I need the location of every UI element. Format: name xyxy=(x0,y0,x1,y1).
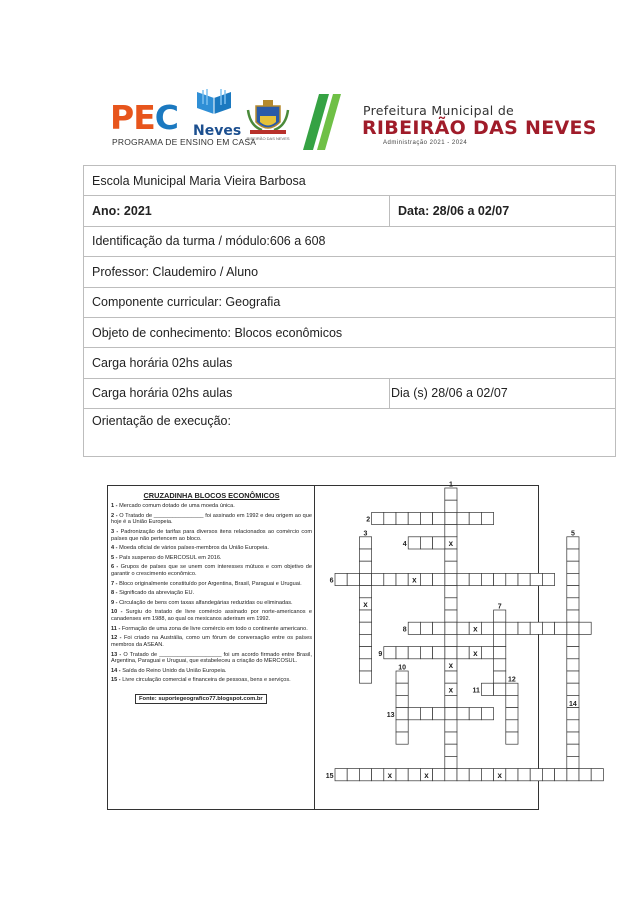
clue-text: Mercado comum dotado de uma moeda única. xyxy=(119,503,235,509)
grid-cell[interactable] xyxy=(408,708,420,720)
cross-mark: x xyxy=(412,575,417,585)
grid-cell[interactable] xyxy=(457,622,469,634)
grid-cell[interactable] xyxy=(518,622,530,634)
clue-text: Grupos de países que se unem com interesses mútuos e com objetivo de garantir o crescimento econômico. xyxy=(111,564,312,578)
grid-cell[interactable] xyxy=(359,549,371,561)
grid-cell[interactable] xyxy=(567,720,579,732)
grid-cell[interactable] xyxy=(530,622,542,634)
grid-cell[interactable] xyxy=(567,610,579,622)
grid-cell[interactable] xyxy=(506,573,518,585)
grid-cell[interactable] xyxy=(445,512,457,524)
grid-cell[interactable] xyxy=(506,683,518,695)
grid-cell[interactable] xyxy=(445,500,457,512)
grid-cell[interactable] xyxy=(359,659,371,671)
clue-text: Bloco originalmente constituído por Argentina, Brasil, Paraguai e Uruguai. xyxy=(119,580,302,587)
grid-number: 13 xyxy=(386,711,395,719)
grid-cell[interactable] xyxy=(494,647,506,659)
grid-cell[interactable] xyxy=(396,573,408,585)
clue-item xyxy=(111,590,312,597)
clue-text: Foi criado na Austrália, como um fórum de conversação entre os países membros da ASEAN. xyxy=(111,635,312,649)
grid-cell[interactable] xyxy=(481,708,493,720)
grid-cell[interactable] xyxy=(567,683,579,695)
grid-cell[interactable] xyxy=(567,634,579,646)
grid-cell[interactable] xyxy=(579,622,591,634)
clue-item xyxy=(111,668,312,675)
grid-cell[interactable] xyxy=(494,610,506,622)
grid-cell[interactable] xyxy=(445,525,457,537)
clue-item xyxy=(111,545,312,552)
grid-cell[interactable] xyxy=(506,732,518,744)
grid-cell[interactable] xyxy=(359,561,371,573)
grid-cell[interactable] xyxy=(384,512,396,524)
source-note: Fonte: suportegeografico77.blogspot.com.br xyxy=(135,694,267,704)
prefeitura-line1: Prefeitura Municipal de xyxy=(363,103,515,118)
crossword-grid xyxy=(315,481,577,808)
clue-number: 9 - xyxy=(111,599,120,606)
grid-cell[interactable] xyxy=(469,573,481,585)
grid-number: 2 xyxy=(366,516,371,524)
school-row xyxy=(84,166,616,196)
grid-cell[interactable] xyxy=(359,537,371,549)
grid-cell[interactable] xyxy=(445,732,457,744)
grid-cell[interactable] xyxy=(359,610,371,622)
grid-cell[interactable] xyxy=(445,561,457,573)
grid-cell[interactable] xyxy=(445,708,457,720)
grid-cell[interactable] xyxy=(384,573,396,585)
prefeitura-line3: Administração 2021 - 2024 xyxy=(383,140,468,146)
clue-text: O Tratado de ____________________ foi um acordo firmado entre Brasil, Argentina, Paraguai e Uruguai, que estabeleceu a criação do MERCOSUL. xyxy=(111,651,312,665)
grid-cell[interactable] xyxy=(530,573,542,585)
clue-number: 12 - xyxy=(111,635,124,642)
grid-cell[interactable] xyxy=(494,634,506,646)
grid-cell[interactable] xyxy=(372,512,384,524)
grid-cell[interactable] xyxy=(494,671,506,683)
clue-text: Formação de uma zona de livre comércio em todo o continente americano. xyxy=(121,625,308,632)
grid-cell[interactable] xyxy=(481,683,493,695)
grid-number: 11 xyxy=(472,687,480,695)
clue-text: Livre circulação comercial e financeira de pessoas, bens e serviços. xyxy=(122,677,291,684)
clue-text: O Tratado de ________________ foi assinado em 1992 e deu origem ao que hoje é a União Europeia. xyxy=(111,512,312,526)
clues-panel xyxy=(108,486,315,809)
grid-cell[interactable] xyxy=(347,769,359,781)
grid-cell[interactable] xyxy=(567,586,579,598)
grid-number: 8 xyxy=(402,626,407,634)
clue-item xyxy=(111,652,312,666)
clue-number: 1 - xyxy=(111,503,120,509)
cross-mark: x xyxy=(448,661,454,670)
grid-cell[interactable] xyxy=(408,622,420,634)
grid-cell[interactable] xyxy=(359,622,371,634)
clue-item xyxy=(111,513,312,527)
grid-cell[interactable] xyxy=(445,756,457,768)
grid-cell[interactable] xyxy=(445,647,457,659)
clue-number: 5 - xyxy=(111,554,120,561)
clue-item xyxy=(111,609,312,623)
grid-cell[interactable] xyxy=(445,720,457,732)
grid-cell[interactable] xyxy=(506,695,518,707)
grid-cell[interactable] xyxy=(481,573,493,585)
teacher: Professor: Claudemiro / Aluno xyxy=(84,257,616,287)
grid-cell[interactable] xyxy=(445,488,457,500)
cross-mark: x xyxy=(448,685,454,695)
grid-cell[interactable] xyxy=(494,573,506,585)
crossword-worksheet xyxy=(107,481,577,810)
pec-logo: PEC xyxy=(110,98,178,137)
grid-cell[interactable] xyxy=(567,622,579,634)
workload-1: Carga horária 02hs aulas xyxy=(84,348,616,378)
prefeitura-line2: RIBEIRÃO DAS NEVES xyxy=(362,117,597,139)
grid-cell[interactable] xyxy=(542,622,554,634)
clue-number: 2 - xyxy=(111,512,120,519)
grid-cell[interactable] xyxy=(396,512,408,524)
knowledge-object: Objeto de conhecimento: Blocos econômicos xyxy=(84,317,616,347)
grid-cell[interactable] xyxy=(433,769,445,781)
clue-item xyxy=(111,529,312,543)
grid-cell[interactable] xyxy=(359,769,371,781)
municipal-crest-icon xyxy=(246,100,290,136)
grid-number: 1 xyxy=(448,481,453,489)
grid-cell[interactable] xyxy=(445,671,457,683)
pec-logo-neves: Neves xyxy=(193,123,242,139)
clue-item xyxy=(111,564,312,578)
grid-cell[interactable] xyxy=(445,549,457,561)
date: Data: 28/06 a 02/07 xyxy=(390,196,616,226)
grid-cell[interactable] xyxy=(481,622,493,634)
clue-number: 6 - xyxy=(111,564,121,571)
grid-cell[interactable] xyxy=(457,769,469,781)
grid-cell[interactable] xyxy=(506,769,518,781)
grid-cell[interactable] xyxy=(567,769,579,781)
cross-mark: x xyxy=(473,648,478,658)
grid-cell[interactable] xyxy=(567,537,579,549)
days: Dia (s) 28/06 a 02/07 xyxy=(390,378,616,408)
workload-2: Carga horária 02hs aulas xyxy=(84,378,390,408)
grid-cell[interactable] xyxy=(445,769,457,781)
clue-number: 4 - xyxy=(111,545,120,552)
grid-cell[interactable] xyxy=(420,647,432,659)
grid-cell[interactable] xyxy=(335,769,347,781)
school-name: Escola Municipal Maria Vieira Barbosa xyxy=(84,166,616,196)
cross-mark: x xyxy=(387,770,393,780)
grid-cell[interactable] xyxy=(396,769,408,781)
execution-orientation: Orientação de execução: xyxy=(84,409,616,457)
clue-text: Surgiu do tratado de livre comércio assinado por norte-americanos e canadenses em 1988, ao qual os mexicanos aderiram em 1992. xyxy=(111,609,312,623)
clue-item xyxy=(111,581,312,588)
grid-cell[interactable] xyxy=(420,512,432,524)
grid-cell[interactable] xyxy=(494,622,506,634)
cross-mark: x xyxy=(424,770,429,780)
grid-cell[interactable] xyxy=(445,573,457,585)
grid-number: 14 xyxy=(569,701,577,709)
grid-cell[interactable] xyxy=(567,549,579,561)
grid-cell[interactable] xyxy=(359,647,371,659)
clue-number: 11 - xyxy=(111,625,122,632)
clue-item xyxy=(111,635,312,649)
grid-cell[interactable] xyxy=(433,708,445,720)
clue-number: 15 - xyxy=(111,677,123,684)
curricular-component: Componente curricular: Geografia xyxy=(84,287,616,317)
grid-cell[interactable] xyxy=(408,647,420,659)
grid-number: 4 xyxy=(402,541,407,548)
grid-number: 5 xyxy=(570,530,575,538)
clue-text: Saída do Reino Unido da União Europeia. xyxy=(122,667,227,674)
grid-cell[interactable] xyxy=(567,708,579,720)
grid-cell[interactable] xyxy=(396,647,408,659)
grid-cell[interactable] xyxy=(359,634,371,646)
clue-text: Significado da abreviação EU. xyxy=(119,590,195,597)
grid-number: 12 xyxy=(508,676,516,684)
grid-cell[interactable] xyxy=(359,586,371,598)
grid-cell[interactable] xyxy=(457,708,469,720)
clue-number: 10 - xyxy=(111,609,126,616)
grid-cell[interactable] xyxy=(372,769,384,781)
grid-cell[interactable] xyxy=(567,756,579,768)
grid-cell[interactable] xyxy=(542,573,554,585)
grid-number: 7 xyxy=(497,603,502,611)
grid-cell[interactable] xyxy=(445,598,457,610)
grid-cell[interactable] xyxy=(384,647,396,659)
grid-cell[interactable] xyxy=(408,537,420,549)
grid-cell[interactable] xyxy=(567,573,579,585)
grid-cell[interactable] xyxy=(445,622,457,634)
grid-cell[interactable] xyxy=(567,647,579,659)
grid-cell[interactable] xyxy=(396,683,408,695)
grid-cell[interactable] xyxy=(506,622,518,634)
grid-cell[interactable] xyxy=(372,573,384,585)
year: Ano: 2021 xyxy=(84,196,390,226)
grid-cell[interactable] xyxy=(518,573,530,585)
grid-cell[interactable] xyxy=(579,769,591,781)
clue-text: Moeda oficial de vários países-membros da União Europeia. xyxy=(119,545,269,552)
grid-cell[interactable] xyxy=(567,671,579,683)
grid-cell[interactable] xyxy=(494,683,506,695)
grid-cell[interactable] xyxy=(506,720,518,732)
grid-cell[interactable] xyxy=(506,708,518,720)
grid-cell[interactable] xyxy=(420,708,432,720)
clue-item xyxy=(111,503,312,510)
grid-number: 3 xyxy=(363,530,368,538)
clue-item xyxy=(111,600,312,607)
grid-number: 15 xyxy=(325,772,334,780)
grid-cell[interactable] xyxy=(396,708,408,720)
clue-number: 7 - xyxy=(111,580,120,587)
class-id: Identificação da turma / módulo:606 a 608 xyxy=(84,226,616,256)
grid-cell[interactable] xyxy=(567,659,579,671)
grid-cell[interactable] xyxy=(445,586,457,598)
worksheet-title: CRUZADINHA BLOCOS ECONÔMICOS xyxy=(143,491,280,500)
grid-cell[interactable] xyxy=(457,573,469,585)
clue-number: 13 - xyxy=(111,651,124,658)
clue-item xyxy=(111,677,312,684)
grid-cell[interactable] xyxy=(518,769,530,781)
grid-cell[interactable] xyxy=(396,671,408,683)
grid-cell[interactable] xyxy=(567,598,579,610)
clue-number: 8 - xyxy=(111,590,120,597)
grid-cell[interactable] xyxy=(481,647,493,659)
clue-number: 3 - xyxy=(111,528,121,535)
grid-cell[interactable] xyxy=(567,744,579,756)
grid-cell[interactable] xyxy=(555,769,567,781)
info-table xyxy=(83,165,616,457)
grid-cell[interactable] xyxy=(542,769,554,781)
grid-cell[interactable] xyxy=(420,573,432,585)
year-row xyxy=(84,196,616,226)
grid-cell[interactable] xyxy=(469,512,481,524)
grid-cell[interactable] xyxy=(445,634,457,646)
grid-cell[interactable] xyxy=(457,647,469,659)
grid-cell[interactable] xyxy=(433,537,445,549)
grid-cell[interactable] xyxy=(567,561,579,573)
clue-list xyxy=(111,503,312,684)
grid-number: 6 xyxy=(329,577,334,585)
clue-number: 14 - xyxy=(111,667,123,674)
grid-cell[interactable] xyxy=(408,512,420,524)
grid-cell[interactable] xyxy=(420,622,432,634)
grid-cell[interactable] xyxy=(433,512,445,524)
grid-cell[interactable] xyxy=(433,622,445,634)
grid-cell[interactable] xyxy=(433,573,445,585)
grid-cell[interactable] xyxy=(591,769,603,781)
cross-mark: x xyxy=(363,600,368,609)
cross-mark: x xyxy=(473,624,478,634)
grid-cell[interactable] xyxy=(567,732,579,744)
grid-cell[interactable] xyxy=(396,720,408,732)
clue-item xyxy=(111,555,312,562)
grid-cell[interactable] xyxy=(347,573,359,585)
logo-stripes-icon xyxy=(303,94,343,150)
crest-label: RIBEIRÃO DAS NEVES xyxy=(246,136,290,141)
clue-text: Circulação de bens com taxas alfandegárias reduzidas ou eliminadas. xyxy=(119,599,293,606)
grid-cell[interactable] xyxy=(469,708,481,720)
grid-cell[interactable] xyxy=(445,695,457,707)
grid-cell[interactable] xyxy=(445,610,457,622)
book-icon xyxy=(195,88,233,118)
clue-text: País suspenso do MERCOSUL em 2016. xyxy=(119,554,222,561)
grid-cell[interactable] xyxy=(469,769,481,781)
page-header xyxy=(0,80,640,150)
grid-cell[interactable] xyxy=(408,769,420,781)
grid-cell[interactable] xyxy=(530,769,542,781)
grid-cell[interactable] xyxy=(359,671,371,683)
grid-cell[interactable] xyxy=(335,573,347,585)
grid-cell[interactable] xyxy=(457,512,469,524)
grid-cell[interactable] xyxy=(359,573,371,585)
pec-tagline: PROGRAMA DE ENSINO EM CASA xyxy=(112,137,257,147)
grid-cell[interactable] xyxy=(494,659,506,671)
grid-cell[interactable] xyxy=(396,695,408,707)
cross-mark: x xyxy=(448,539,454,548)
grid-cell[interactable] xyxy=(396,732,408,744)
grid-number: 10 xyxy=(398,664,406,672)
clue-item xyxy=(111,626,312,633)
grid-cell[interactable] xyxy=(420,537,432,549)
grid-cell[interactable] xyxy=(555,622,567,634)
clue-text: Padronização de tarifas para diversos itens relacionados ao comércio com países que não pertencem ao bloco. xyxy=(111,528,312,542)
cross-mark: x xyxy=(497,770,502,780)
grid-cell[interactable] xyxy=(445,744,457,756)
grid-cell[interactable] xyxy=(433,647,445,659)
grid-number: 9 xyxy=(378,650,383,658)
grid-cell[interactable] xyxy=(481,769,493,781)
grid-cell[interactable] xyxy=(481,512,493,524)
